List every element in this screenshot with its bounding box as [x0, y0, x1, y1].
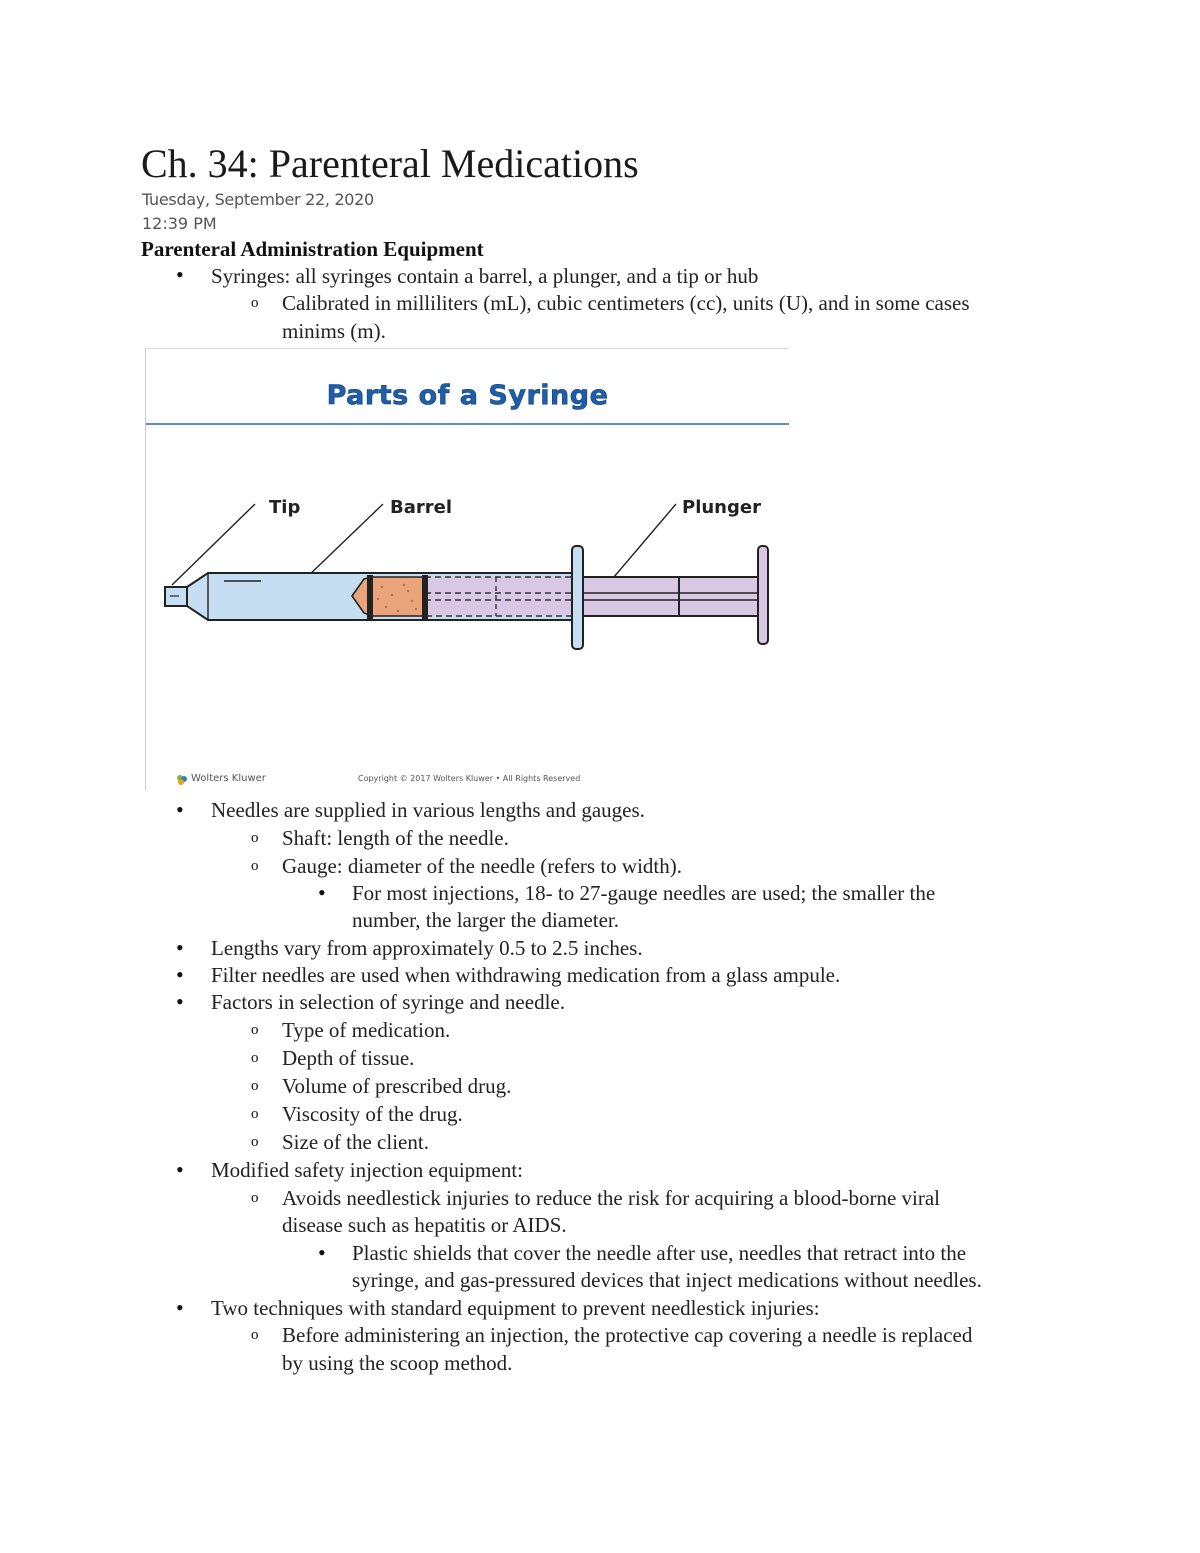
sub-bullet-marker: o [251, 1327, 259, 1343]
sub-bullet-marker: o [251, 1050, 259, 1066]
figure-footer-copyright: Copyright © 2017 Wolters Kluwer • All Rights Reserved [358, 774, 581, 783]
label-plunger: Plunger [682, 497, 761, 518]
bullet-marker: • [176, 1157, 184, 1182]
label-barrel: Barrel [390, 497, 452, 518]
figure-footer-brand: Wolters Kluwer [191, 773, 266, 784]
sub-bullet-marker: o [251, 1134, 259, 1150]
note-time: 12:39 PM [142, 214, 217, 233]
list-item: Avoids needlestick injuries to reduce the risk for acquiring a blood-borne viral [282, 1186, 940, 1210]
plunger-inside-barrel [425, 577, 574, 616]
note-date: Tuesday, September 22, 2020 [142, 190, 374, 209]
label-tip: Tip [269, 497, 301, 518]
list-item-continuation: minims (m). [282, 319, 386, 343]
plunger-rod [583, 577, 764, 616]
list-item: Filter needles are used when withdrawing medication from a glass ampule. [211, 963, 841, 987]
figure-title: Parts of a Syringe [326, 380, 609, 411]
list-item: Depth of tissue. [282, 1046, 415, 1070]
sub-bullet-marker: o [251, 1106, 259, 1122]
sub-bullet-marker: o [251, 858, 259, 874]
bullet-marker: • [176, 1295, 184, 1320]
section-heading: Parenteral Administration Equipment [141, 237, 484, 261]
sub-bullet-marker: o [251, 1022, 259, 1038]
sub-sub-bullet-marker: • [318, 880, 326, 905]
wolters-kluwer-logo-icon [176, 774, 188, 786]
list-item-continuation: disease such as hepatitis or AIDS. [282, 1213, 567, 1237]
list-item: Needles are supplied in various lengths and gauges. [211, 798, 645, 822]
sub-bullet-marker: o [251, 1190, 259, 1206]
list-item: Volume of prescribed drug. [282, 1074, 512, 1098]
list-item: For most injections, 18- to 27-gauge needles are used; the smaller the [352, 881, 936, 905]
list-item: Factors in selection of syringe and needle. [211, 990, 565, 1014]
sub-bullet-marker: o [251, 295, 259, 311]
note-title: Ch. 34: Parenteral Medications [141, 141, 639, 186]
list-item: Syringes: all syringes contain a barrel, a plunger, and a tip or hub [211, 264, 759, 288]
sub-bullet-marker: o [251, 830, 259, 846]
list-item: Size of the client. [282, 1130, 429, 1154]
bullet-marker: • [176, 262, 184, 287]
bullet-marker: • [176, 989, 184, 1014]
list-item: Lengths vary from approximately 0.5 to 2.5 inches. [211, 936, 643, 960]
plunger-leader-line [608, 504, 676, 584]
list-item: Viscosity of the drug. [282, 1102, 463, 1126]
bullet-marker: • [176, 935, 184, 960]
bullet-marker: • [176, 797, 184, 822]
sub-bullet-marker: o [251, 1078, 259, 1094]
barrel-leader-line [306, 504, 383, 578]
list-item: Type of medication. [282, 1018, 451, 1042]
list-item: Two techniques with standard equipment to prevent needlestick injuries: [211, 1296, 820, 1320]
sub-sub-bullet-marker: • [318, 1240, 326, 1265]
list-item: Plastic shields that cover the needle after use, needles that retract into the [352, 1241, 967, 1265]
plunger-thumb-press [758, 546, 768, 644]
syringe-figure [145, 348, 789, 790]
list-item: Gauge: diameter of the needle (refers to width). [282, 854, 682, 878]
list-item-continuation: number, the larger the diameter. [352, 908, 620, 932]
list-item-continuation: syringe, and gas-pressured devices that inject medications without needles. [352, 1268, 982, 1292]
syringe-medication [352, 577, 426, 616]
list-item: Before administering an injection, the protective cap covering a needle is replaced [282, 1323, 973, 1347]
list-item: Calibrated in milliliters (mL), cubic centimeters (cc), units (U), and in some cases [282, 291, 970, 315]
list-item: Shaft: length of the needle. [282, 826, 509, 850]
list-item: Modified safety injection equipment: [211, 1158, 524, 1182]
barrel-flange [572, 546, 583, 649]
list-item-continuation: by using the scoop method. [282, 1351, 513, 1375]
bullet-marker: • [176, 962, 184, 987]
syringe-diagram [146, 349, 789, 790]
